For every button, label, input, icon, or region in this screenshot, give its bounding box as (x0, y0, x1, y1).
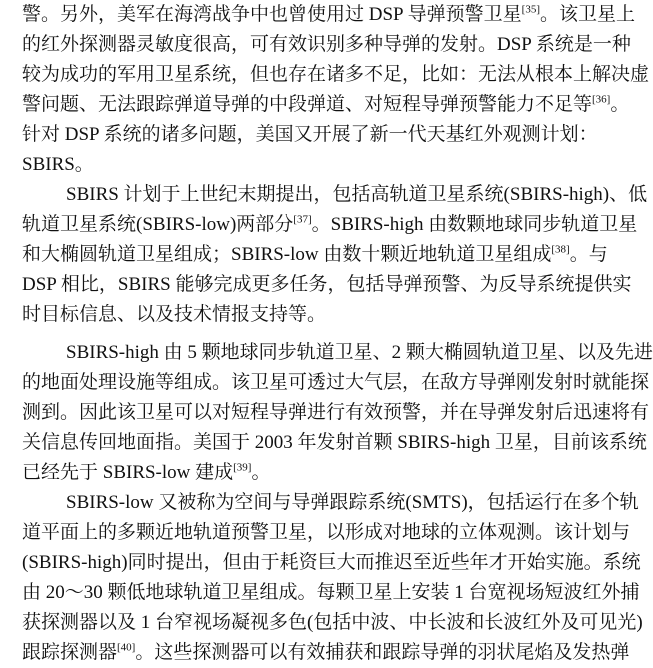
text-line (22, 210, 638, 240)
text-segment: 的地面处理设施等组成。该卫星可透过大气层，在敌方导弹刚发射时就能探 (22, 372, 650, 393)
text-segment: SBIRS。 (22, 154, 94, 175)
text-segment: 由 20～30 颗低地球轨道卫星组成。每颗卫星上安装 1 台宽视场短波红外捕 (22, 582, 640, 603)
citation-reference: [37] (293, 213, 312, 226)
text-line (22, 368, 650, 398)
text-line (22, 518, 631, 548)
text-segment: 。与 (569, 244, 608, 265)
text-segment: 轨道卫星系统(SBIRS-low)两部分 (22, 214, 294, 235)
text-segment: 。 (610, 94, 630, 115)
text-line (22, 180, 648, 210)
text-segment: 获探测器以及 1 台窄视场凝视多色(包括中波、中长波和长波红外及可见光) (22, 612, 643, 633)
text-segment: 道平面上的多颗近地轨道预警卫星，以形成对地球的立体观测。该计划与 (22, 522, 631, 543)
text-segment: SBIRS-low 又被称为空间与导弹跟踪系统(SMTS)，包括运行在多个轨 (66, 492, 639, 513)
text-segment: 时目标信息、以及技术情报支持等。 (22, 304, 327, 325)
text-segment: 较为成功的军用卫星系统，但也存在诸多不足，比如：无法从根本上解决虚 (22, 64, 650, 85)
paragraph (22, 338, 653, 488)
text-line (22, 90, 630, 120)
text-line (22, 608, 643, 638)
text-segment: 警。另外，美军在海湾战争中也曾使用过 DSP 导弹预警卫星 (22, 4, 522, 25)
text-line (22, 548, 641, 578)
text-line (22, 150, 592, 180)
text-segment: DSP 相比，SBIRS 能够完成更多任务，包括导弹预警、为反导系统提供实 (22, 274, 632, 295)
paragraph (22, 180, 648, 330)
text-segment: 已经先于 SBIRS-low 建成 (22, 462, 234, 483)
text-line (22, 428, 647, 458)
text-segment: 关信息传回地面指。美国于 2003 年发射首颗 SBIRS-high 卫星，目前该系统 (22, 432, 647, 453)
text-line (22, 30, 631, 60)
text-segment: 跟踪探测器 (22, 642, 118, 663)
text-segment: 的红外探测器灵敏度很高，可有效识别多种导弹的发射。DSP 系统是一种 (22, 34, 631, 55)
text-line (22, 488, 639, 518)
text-segment: 警问题、无法跟踪弹道导弹的中段弹道、对短程导弹预警能力不足等 (22, 94, 593, 115)
text-segment: 测到。因此该卫星可以对短程导弹进行有效预警，并在导弹发射后迅速将有 (22, 402, 650, 423)
citation-reference: [38] (551, 243, 570, 256)
text-segment: SBIRS 计划于上世纪末期提出，包括高轨道卫星系统(SBIRS-high)、低 (66, 184, 648, 205)
text-segment: SBIRS-high 由 5 颗地球同步轨道卫星、2 颗大椭圆轨道卫星、以及先进 (66, 342, 653, 363)
text-line (22, 240, 608, 270)
text-line (22, 120, 598, 150)
citation-reference: [39] (233, 461, 252, 474)
paragraph (22, 0, 650, 180)
document-body (22, 0, 653, 668)
paragraph (22, 488, 643, 668)
text-line (22, 638, 630, 668)
text-segment: (SBIRS-high)同时提出，但由于耗资巨大而推迟至近些年才开始实施。系统 (22, 552, 641, 573)
text-line (22, 398, 650, 428)
text-line (22, 300, 592, 330)
text-line (22, 338, 653, 368)
citation-reference: [35] (521, 3, 540, 16)
text-line (22, 458, 592, 488)
text-line (22, 60, 650, 90)
text-line (22, 0, 635, 30)
text-segment: 和大椭圆轨道卫星组成；SBIRS-low 由数十颗近地轨道卫星组成 (22, 244, 552, 265)
text-segment: 。 (251, 462, 271, 483)
text-segment: 。SBIRS-high 由数颗地球同步轨道卫星 (311, 214, 638, 235)
text-segment: 。这些探测器可以有效捕获和跟踪导弹的羽状尾焰及发热弹 (135, 642, 630, 663)
text-segment: 。该卫星上 (539, 4, 635, 25)
text-segment: 针对 DSP 系统的诸多问题，美国又开展了新一代天基红外观测计划： (22, 124, 598, 145)
text-line (22, 270, 632, 300)
text-line (22, 578, 640, 608)
citation-reference: [40] (117, 641, 136, 654)
citation-reference: [36] (592, 93, 611, 106)
